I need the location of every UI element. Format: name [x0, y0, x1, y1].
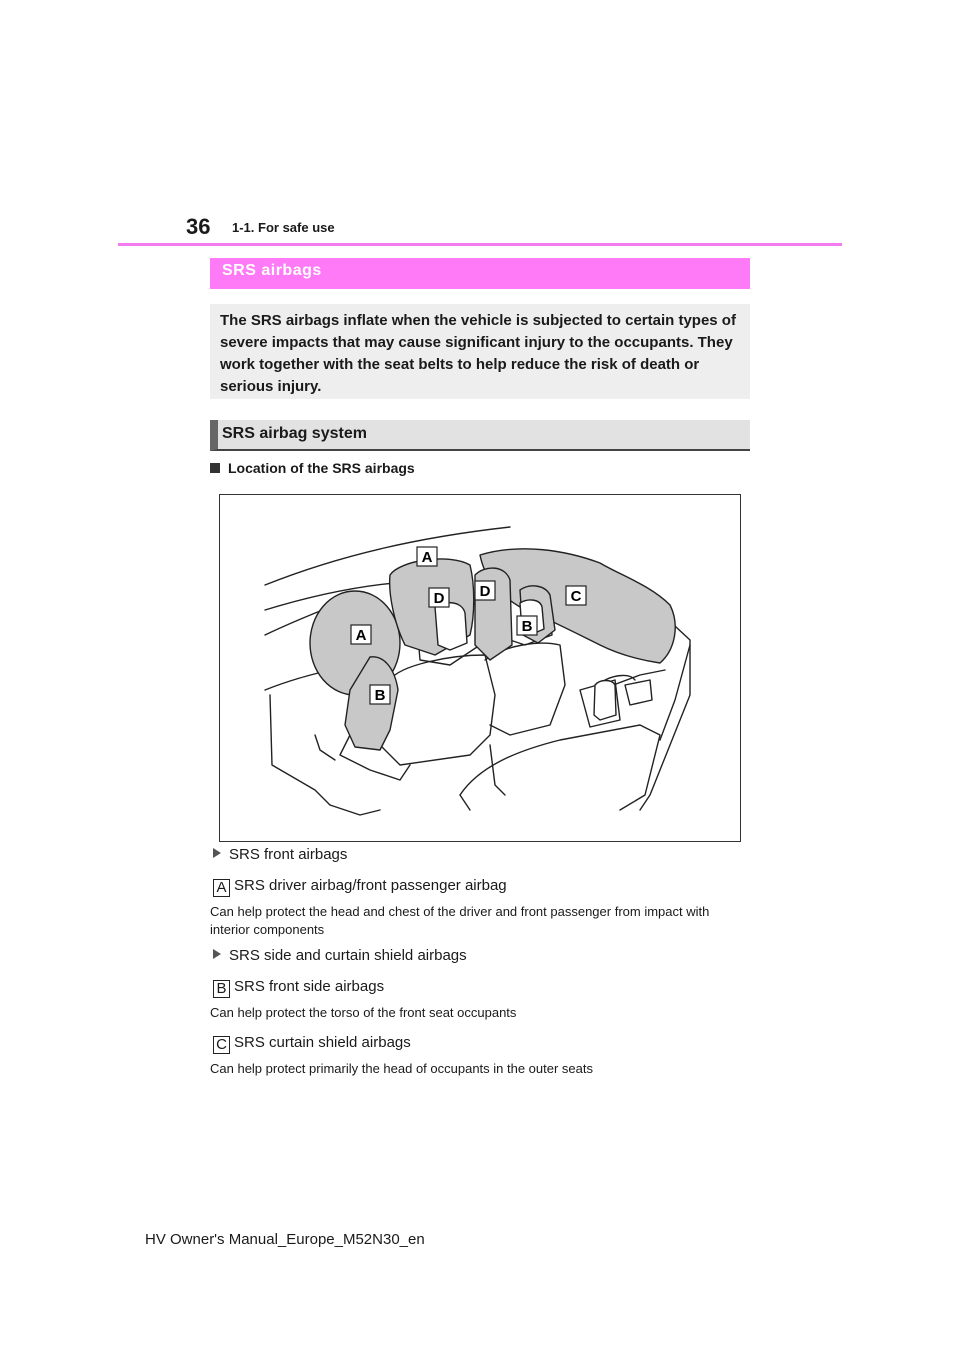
- svg-text:D: D: [433, 590, 445, 607]
- svg-text:B: B: [374, 687, 386, 704]
- svg-text:B: B: [521, 618, 533, 635]
- triangle-bullet-icon: [213, 848, 221, 858]
- intro-text: The SRS airbags inflate when the vehicle is subjected to certain types of severe impacts that may cause significant injury to the occupants. They work together with the seat belts to help reduce the risk of death or serious injury.: [220, 312, 736, 395]
- svg-text:A: A: [355, 627, 367, 644]
- callout-b-upper: [517, 616, 537, 635]
- triangle-bullet-icon: [213, 949, 221, 959]
- header-rule: [118, 243, 842, 246]
- list-item-c: C SRS curtain shield airbags: [213, 1034, 411, 1054]
- letter-box-a: A: [213, 879, 230, 897]
- list-item-b: B SRS front side airbags: [213, 978, 384, 998]
- driver-headrest: [435, 603, 467, 650]
- airbag-location-figure: [219, 494, 741, 842]
- page-title: SRS airbags: [222, 262, 322, 279]
- svg-text:C: C: [570, 588, 582, 605]
- subheading: SRS airbag system: [222, 425, 367, 442]
- callout-b-lower: [370, 685, 390, 704]
- page-number: 36: [186, 214, 211, 239]
- description-b: Can help protect the torso of the front seat occupants: [210, 1005, 517, 1020]
- description-c: Can help protect primarily the head of occupants in the outer seats: [210, 1061, 593, 1076]
- letter-box-c: C: [213, 1036, 230, 1054]
- list-item-front-airbags: SRS front airbags: [213, 846, 347, 863]
- location-heading-text: Location of the SRS airbags: [228, 460, 415, 476]
- airbag-illustration: [220, 495, 740, 841]
- square-bullet-icon: [210, 463, 220, 473]
- footer-text: HV Owner's Manual_Europe_M52N30_en: [145, 1231, 425, 1248]
- callout-d-left: [429, 588, 449, 607]
- section-label: 1-1. For safe use: [232, 220, 335, 235]
- letter-box-b: B: [213, 980, 230, 998]
- intro-box: [210, 304, 750, 399]
- description-a: Can help protect the head and chest of the driver and front passenger from impact with interior components: [210, 904, 710, 937]
- rear-headrest: [594, 681, 616, 721]
- svg-text:D: D: [479, 583, 491, 600]
- callout-a-lower: [351, 625, 371, 644]
- callout-c: [566, 586, 586, 605]
- callout-a-upper: [417, 547, 437, 566]
- svg-text:A: A: [421, 549, 433, 566]
- list-item-a: A SRS driver airbag/front passenger airbag: [213, 877, 507, 897]
- callout-d-right: [475, 581, 495, 600]
- list-item-side-airbags: SRS side and curtain shield airbags: [213, 947, 467, 964]
- location-heading: [210, 460, 415, 476]
